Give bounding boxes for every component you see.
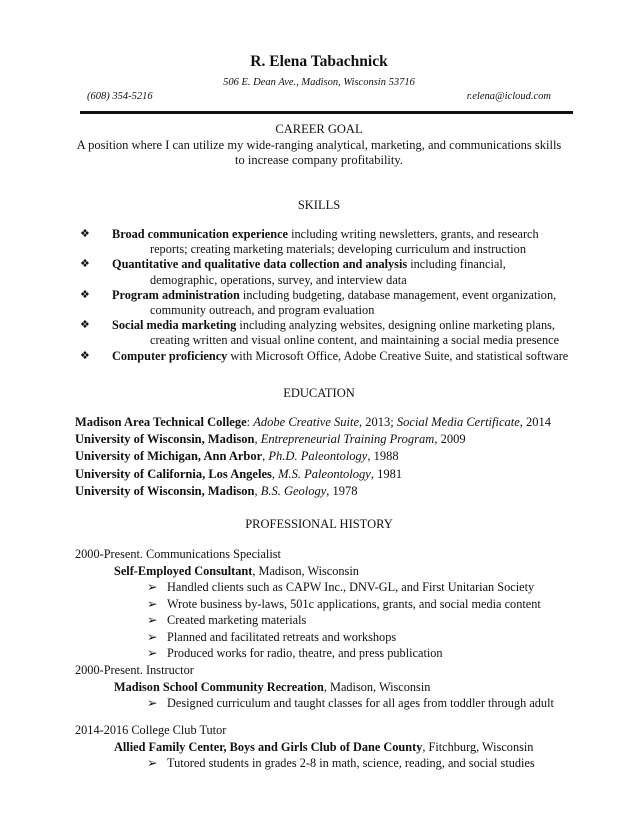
job-role: 2000-Present. Communications Specialist <box>75 547 281 561</box>
email-address: r.elena@icloud.com <box>466 91 551 102</box>
arrow-bullet-icon: ➢ <box>147 646 158 660</box>
job-employer <box>75 563 595 580</box>
program-name: Ph.D. Paleontology <box>268 449 368 464</box>
skill-title: Program administration <box>112 287 240 302</box>
employer-name: Self-Employed Consultant <box>114 563 253 578</box>
program-year: , 1981 <box>370 466 403 481</box>
job-entry <box>75 662 595 712</box>
career-goal-text <box>70 138 568 168</box>
arrow-bullet-icon: ➢ <box>147 613 158 627</box>
program-name: M.S. Paleontology <box>278 466 371 481</box>
job-role: 2014-2016 College Club Tutor <box>75 723 227 737</box>
arrow-bullet-icon: ➢ <box>147 596 158 611</box>
education-item <box>75 414 595 431</box>
skill-description: including budgeting, database management, event organization, <box>239 287 557 302</box>
skill-item <box>80 257 580 287</box>
separator: , <box>254 432 261 447</box>
education-item <box>75 448 595 465</box>
program-name: Entrepreneurial Training Program <box>260 432 435 447</box>
employer-location: , Madison, Wisconsin <box>252 563 359 578</box>
contact-row <box>87 91 551 102</box>
program-name: Adobe Creative Suite <box>253 415 360 429</box>
resume-name: R. Elena Tabachnick <box>250 53 388 70</box>
separator: , <box>254 483 261 498</box>
duty-item <box>147 645 595 662</box>
duty-text: Planned and facilitated retreats and workshops <box>167 629 397 644</box>
employer-name: Madison School Community Recreation <box>114 679 324 694</box>
skill-description-cont: community outreach, and program evaluation <box>150 303 375 318</box>
school-name: University of Michigan, Ann Arbor <box>75 449 263 464</box>
skills-heading: SKILLS <box>297 198 341 212</box>
skill-title: Quantitative and qualitative data collection and analysis <box>112 257 408 272</box>
duty-item <box>147 596 595 613</box>
education-list <box>75 414 595 500</box>
duty-list <box>75 755 595 772</box>
skill-item <box>80 288 580 318</box>
program-year: , 2014 <box>519 415 552 429</box>
school-name: University of California, Los Angeles <box>75 466 272 481</box>
diamond-bullet-icon: ❖ <box>80 349 90 362</box>
school-name: Madison Area Technical College <box>75 415 247 429</box>
program-year: , 1988 <box>367 449 399 464</box>
career-goal-line: to increase company profitability. <box>235 153 403 167</box>
duty-text: Handled clients such as CAPW Inc., DNV-GL, and First Unitarian Society <box>167 580 535 594</box>
duty-item <box>147 755 595 772</box>
school-name: University of Wisconsin, Madison <box>75 432 255 447</box>
diamond-bullet-icon: ❖ <box>80 288 90 301</box>
arrow-bullet-icon: ➢ <box>147 580 158 594</box>
program-year: , 1978 <box>326 483 358 498</box>
program-year: , 2009 <box>434 432 466 447</box>
arrow-bullet-icon: ➢ <box>147 756 158 770</box>
employer-location: , Fitchburg, Wisconsin <box>422 739 534 754</box>
arrow-bullet-icon: ➢ <box>147 629 158 644</box>
header-divider <box>80 111 573 114</box>
skill-item <box>80 349 580 364</box>
skill-description-cont: demographic, operations, survey, and interview data <box>150 272 407 287</box>
career-goal-heading: CAREER GOAL <box>275 122 363 136</box>
address-line: 506 E. Dean Ave., Madison, Wisconsin 53716 <box>223 77 415 88</box>
duty-text: Designed curriculum and taught classes for all ages from toddler through adult <box>167 696 554 710</box>
duty-item <box>147 612 595 629</box>
duty-item <box>147 579 595 596</box>
skill-title: Social media marketing <box>112 318 237 333</box>
skills-list <box>80 227 580 364</box>
skill-title: Computer proficiency <box>112 348 228 363</box>
diamond-bullet-icon: ❖ <box>80 228 90 240</box>
education-item <box>75 483 595 500</box>
program-name: Social Media Certificate <box>396 415 520 429</box>
program-year: , 2013; <box>359 415 397 429</box>
employer-name: Allied Family Center, Boys and Girls Club of Dane County <box>114 739 423 754</box>
employer-location: , Madison, Wisconsin <box>323 679 431 694</box>
program-name: B.S. Geology <box>260 483 327 498</box>
duty-list <box>75 579 595 662</box>
phone-number: (608) 354-5216 <box>87 91 153 102</box>
job-employer <box>75 739 595 756</box>
skill-item <box>80 227 580 257</box>
duty-text: Wrote business by-laws, 501c applications, grants, and social media content <box>167 596 541 611</box>
job-employer <box>75 679 595 696</box>
education-heading: EDUCATION <box>283 386 355 400</box>
diamond-bullet-icon: ❖ <box>80 258 90 271</box>
skill-item <box>80 318 580 348</box>
skill-description-cont: creating written and visual online content, and maintaining a social media presence <box>150 333 560 348</box>
job-role: 2000-Present. Instructor <box>75 663 194 677</box>
history-heading: PROFESSIONAL HISTORY <box>245 517 393 531</box>
skill-title: Broad communication experience <box>112 227 289 241</box>
duty-item <box>147 629 595 646</box>
duty-text: Created marketing materials <box>167 613 307 627</box>
career-goal-line: A position where I can utilize my wide-ranging analytical, marketing, and communications skills <box>76 138 562 152</box>
duty-text: Tutored students in grades 2-8 in math, science, reading, and social studies <box>167 756 535 770</box>
separator: , <box>262 449 269 464</box>
skill-description: including financial, <box>407 257 506 272</box>
skill-description: with Microsoft Office, Adobe Creative Suite, and statistical software <box>227 348 569 363</box>
education-item <box>75 466 595 483</box>
job-entry <box>75 546 595 662</box>
education-item <box>75 431 595 448</box>
skill-description: including analyzing websites, designing online marketing plans, <box>236 318 555 333</box>
duty-list <box>75 695 595 712</box>
duty-text: Produced works for radio, theatre, and press publication <box>167 646 443 660</box>
separator: , <box>271 466 279 481</box>
job-entry <box>75 722 595 772</box>
skill-description: including writing newsletters, grants, and research <box>288 227 539 241</box>
separator: : <box>246 415 254 429</box>
skill-description-cont: reports; creating marketing materials; developing curriculum and instruction <box>150 242 526 257</box>
school-name: University of Wisconsin, Madison <box>75 483 255 498</box>
arrow-bullet-icon: ➢ <box>147 696 158 710</box>
diamond-bullet-icon: ❖ <box>80 319 90 332</box>
duty-item <box>147 695 595 712</box>
